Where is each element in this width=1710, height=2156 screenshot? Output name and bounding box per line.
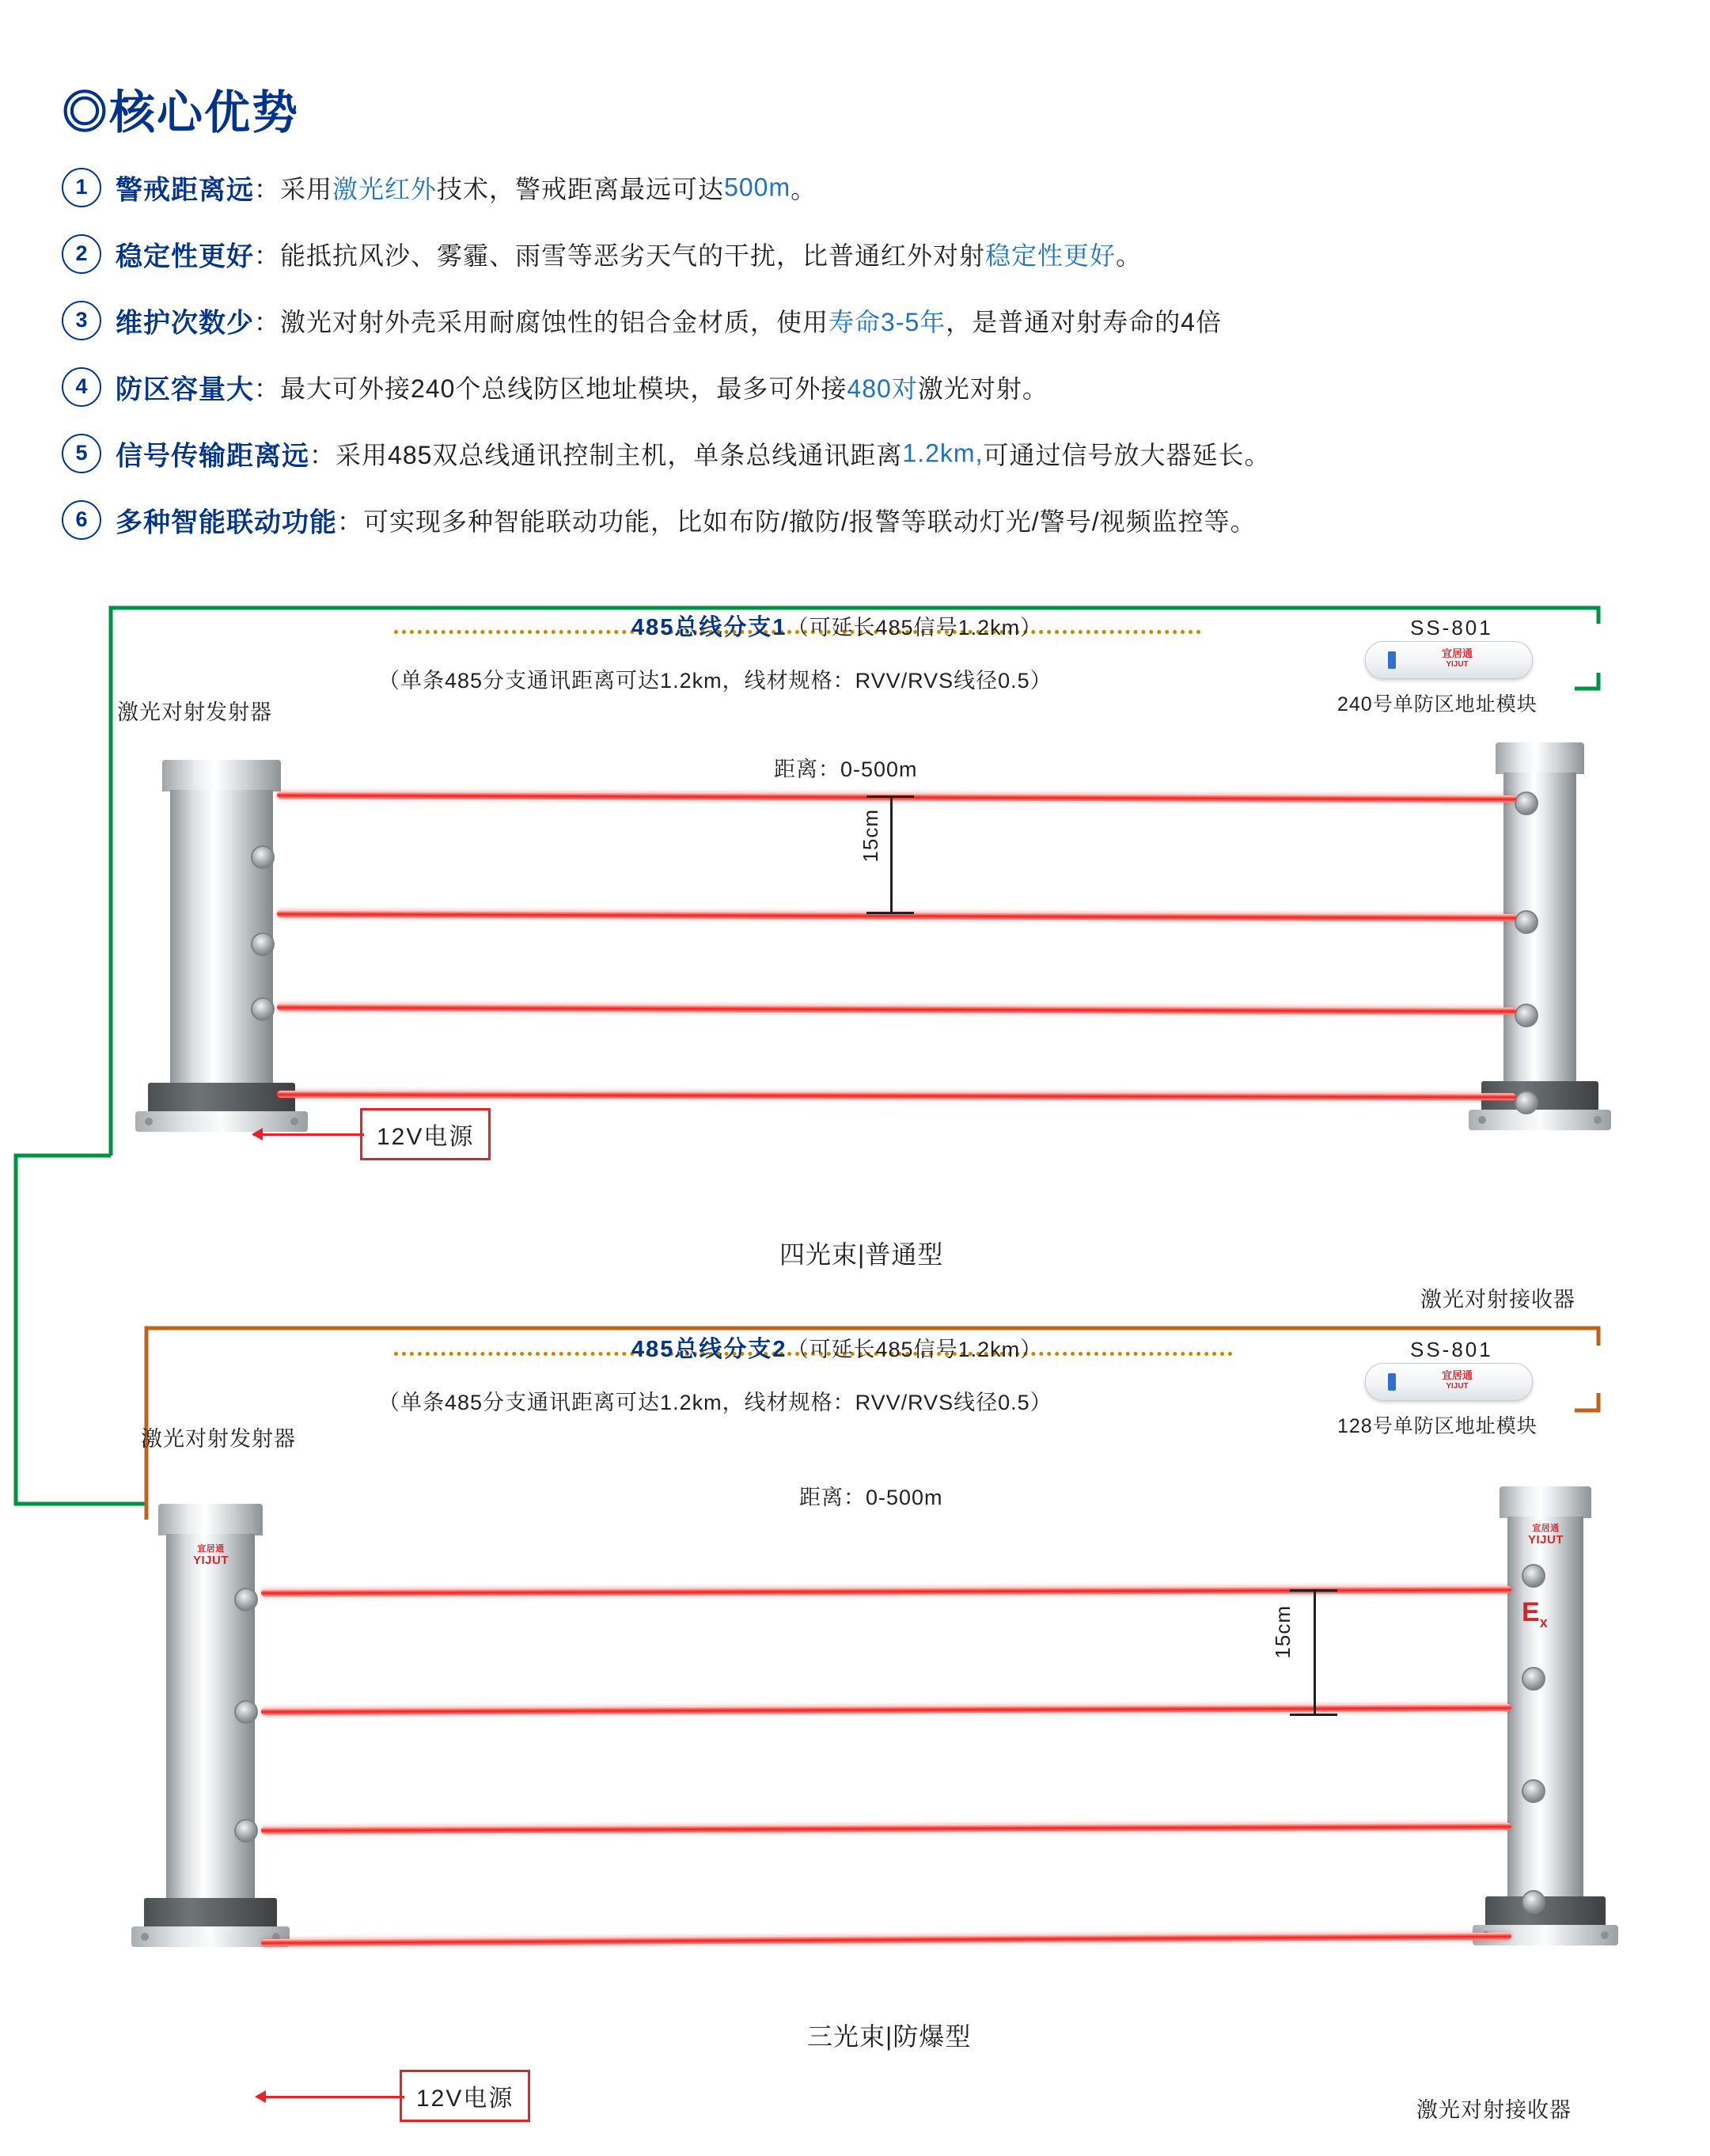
distance-label-1: 距离：0-500m	[774, 757, 918, 781]
ex-badge: $E_x$	[1522, 1597, 1548, 1630]
list-item-text: 采用	[280, 175, 333, 203]
list-item-number: 3	[62, 301, 101, 340]
list-item-number: 2	[62, 234, 101, 274]
list-item-number: 5	[62, 434, 101, 473]
module-name-1: SS-801	[1410, 616, 1493, 640]
receiver-lens	[1522, 1779, 1545, 1803]
list-item-key: 维护次数少	[116, 308, 254, 339]
measure-tick	[1290, 1589, 1337, 1592]
post-base	[148, 1083, 295, 1114]
bus-label-2	[631, 1331, 1042, 1364]
list-item	[62, 500, 1652, 567]
list-item-key: 信号传输距离远	[116, 441, 309, 472]
spacing-label-1: 15cm	[859, 809, 882, 863]
module-indicator-icon	[1388, 651, 1396, 669]
measure-tick	[866, 912, 914, 914]
emitter-lens	[234, 1819, 258, 1843]
list-item-text: ，是普通对射寿命的4倍	[946, 308, 1223, 336]
post-plate	[135, 1111, 308, 1132]
receiver-lens	[1515, 1004, 1538, 1027]
transmitter-label-1: 激光对射发射器	[117, 700, 272, 724]
emitter-lens	[251, 997, 275, 1021]
post-body	[1507, 1516, 1583, 1900]
list-item-key: 防区容量大	[116, 374, 254, 405]
module-indicator-icon	[1388, 1373, 1396, 1391]
post-body	[1503, 772, 1576, 1084]
list-item-highlight: 激光红外	[332, 175, 438, 203]
list-item-separator: ：	[254, 175, 281, 203]
post-brand-2	[193, 1545, 229, 1566]
bus-label-1	[631, 609, 1042, 642]
list-item-number: 4	[62, 367, 101, 407]
list-item-key: 警戒距离远	[116, 175, 254, 206]
list-item	[62, 234, 1652, 301]
emitter-lens	[234, 1700, 258, 1724]
list-item-text: 技术，警戒距离最远可达	[437, 175, 725, 203]
wire-green-module	[1575, 673, 1598, 689]
measure-line	[890, 795, 893, 914]
receiver-lens	[1515, 791, 1538, 815]
emitter-lens	[251, 845, 275, 869]
bus-label-2-bold: 485总线分支2	[631, 1337, 787, 1362]
transmitter-post-1	[162, 760, 281, 1132]
list-item	[62, 367, 1652, 434]
receiver-post-2	[1500, 1486, 1591, 1945]
distance-label-2: 距离：0-500m	[799, 1486, 943, 1509]
receiver-lens	[1515, 910, 1538, 934]
list-item-text: 能抵抗风沙、雾霾、雨雪等恶劣天气的干扰，比普通红外对射	[280, 241, 986, 270]
list-item	[62, 301, 1652, 367]
receiver-label-1: 激光对射接收器	[1420, 1288, 1575, 1311]
list-item-separator: ：	[254, 374, 281, 403]
receiver-label-2: 激光对射接收器	[1416, 2098, 1572, 2122]
type-label-2: 三光束|防爆型	[807, 2022, 972, 2051]
post-base	[1485, 1896, 1606, 1928]
post-cap	[1496, 742, 1584, 774]
spec-note-1: （单条485分支通讯距离可达1.2km，线材规格：RVV/RVS线径0.5）	[378, 669, 1052, 693]
module-brand-en: YIJUT	[1446, 659, 1469, 669]
bus-label-2-plain: （可延长485信号1.2km）	[787, 1338, 1043, 1361]
list-item	[62, 168, 1652, 234]
list-item-text: 最大可外接240个总线防区地址模块，最多可外接	[280, 374, 847, 403]
list-item-text: 。	[791, 175, 817, 203]
power-wire-1	[253, 1133, 364, 1136]
list-item-text: 可通过信号放大器延长。	[983, 441, 1271, 469]
spec-note-2: （单条485分支通讯距离可达1.2km，线材规格：RVV/RVS线径0.5）	[378, 1391, 1052, 1414]
bus-label-1-bold: 485总线分支1	[631, 615, 787, 640]
post-plate	[1469, 1110, 1611, 1130]
spacing-label-2: 15cm	[1271, 1605, 1295, 1659]
module-desc-2: 128号单防区地址模块	[1337, 1415, 1537, 1437]
post-base	[144, 1898, 277, 1930]
power-wire-2	[257, 2096, 404, 2098]
list-item-text: 激光对射。	[917, 374, 1048, 403]
advantages-list	[62, 168, 1652, 567]
address-module-1[interactable]	[1365, 641, 1533, 679]
list-item-separator: ：	[337, 507, 364, 536]
module-brand-en: YIJUT	[1446, 1381, 1469, 1391]
module-brand	[1442, 647, 1473, 670]
list-item-highlight: 稳定性更好	[985, 241, 1117, 270]
spacing-measure-2	[1290, 1589, 1337, 1716]
list-item-key: 多种智能联动功能	[116, 507, 337, 538]
measure-tick	[866, 795, 914, 798]
list-item-number: 1	[62, 168, 101, 207]
receiver-lens	[1522, 1564, 1545, 1588]
module-brand-cn: 宜居通	[1442, 647, 1473, 659]
module-desc-1: 240号单防区地址模块	[1337, 693, 1537, 716]
system-diagram	[0, 602, 1710, 2156]
list-item-highlight: 500m	[724, 173, 791, 202]
post-brand-en: YIJUT	[193, 1553, 229, 1567]
power-label-2: 12V电源	[400, 2070, 530, 2122]
page-title: ◎核心优势	[62, 87, 300, 139]
list-item-text: 。	[1116, 241, 1143, 270]
receiver-lens	[1522, 1890, 1545, 1914]
post-cap	[1500, 1486, 1591, 1518]
list-item-highlight: 1.2km,	[902, 438, 984, 468]
list-item-separator: ：	[254, 241, 281, 270]
receiver-lens	[1522, 1667, 1545, 1691]
post-cap	[158, 1504, 263, 1535]
post-brand-2-receiver	[1528, 1524, 1564, 1546]
emitter-lens	[234, 1588, 258, 1611]
measure-tick	[1290, 1714, 1337, 1716]
power-arrow-icon	[255, 2090, 266, 2103]
receiver-lens	[1515, 1091, 1538, 1114]
list-item-number: 6	[62, 500, 101, 540]
list-item	[62, 434, 1652, 500]
post-brand-cn: 宜居通	[197, 1544, 225, 1554]
list-item-separator: ：	[254, 308, 281, 336]
power-label-1: 12V电源	[360, 1108, 491, 1160]
list-item-highlight: 寿命3-5年	[828, 308, 946, 336]
power-arrow-icon	[252, 1128, 263, 1141]
transmitter-post-2	[158, 1504, 263, 1947]
list-item-text: 采用485双总线通讯控制主机，单条总线通讯距离	[336, 441, 903, 469]
post-brand-en: YIJUT	[1528, 1532, 1564, 1547]
bus-label-1-plain: （可延长485信号1.2km）	[787, 616, 1043, 640]
list-item-text: 激光对射外壳采用耐腐蚀性的铝合金材质，使用	[280, 308, 829, 336]
list-item-highlight: 480对	[847, 374, 918, 403]
wire-green-down	[16, 1156, 146, 1504]
module-brand	[1442, 1369, 1473, 1391]
emitter-lens	[251, 932, 275, 956]
transmitter-label-2: 激光对射发射器	[141, 1427, 296, 1451]
list-item-separator: ：	[309, 441, 336, 469]
module-name-2: SS-801	[1410, 1338, 1493, 1361]
post-brand-cn: 宜居通	[1532, 1524, 1560, 1533]
measure-line	[1314, 1589, 1316, 1716]
address-module-2[interactable]	[1365, 1363, 1533, 1401]
module-brand-cn: 宜居通	[1442, 1369, 1473, 1381]
wire-orange-module	[1575, 1393, 1598, 1410]
post-cap	[162, 760, 281, 791]
list-item-key: 稳定性更好	[116, 241, 254, 272]
list-item-text: 可实现多种智能联动功能，比如布防/撤防/报警等联动灯光/警号/视频监控等。	[363, 507, 1257, 536]
type-label-1: 四光束|普通型	[779, 1240, 944, 1269]
